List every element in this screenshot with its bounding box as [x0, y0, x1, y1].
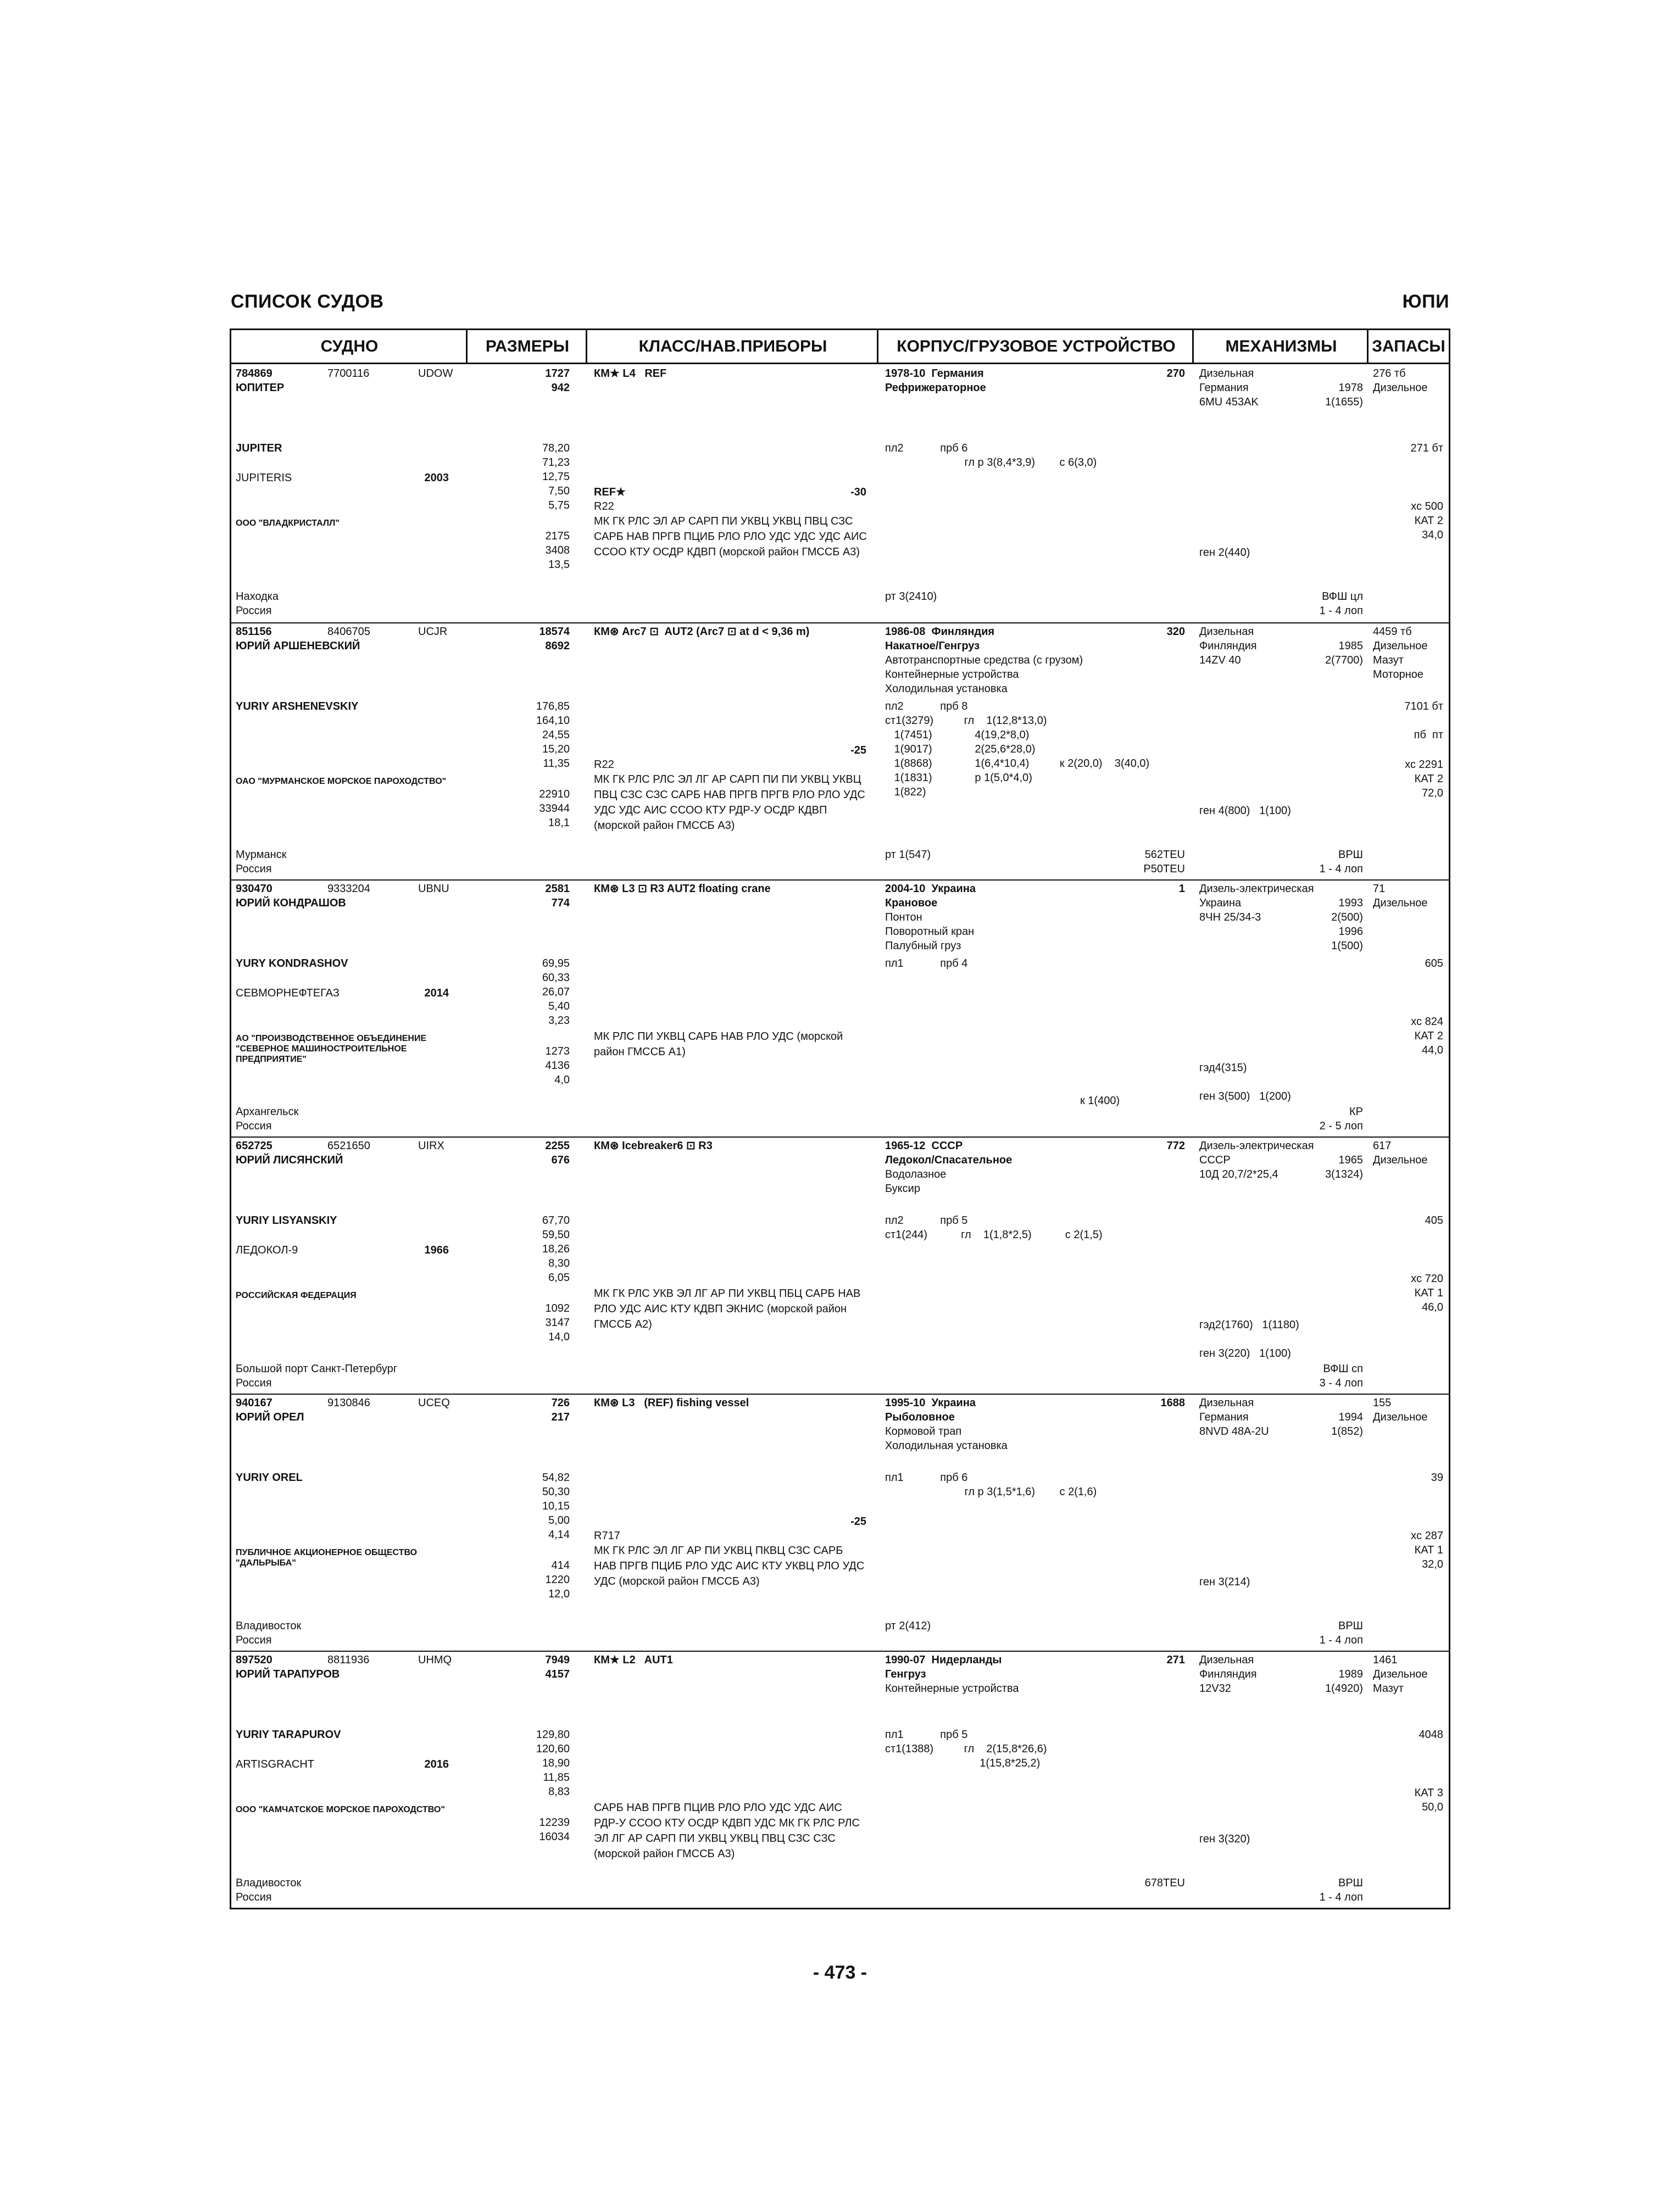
hull-cargo-pumps: рт 2(412) [885, 1620, 931, 1632]
hull-features: Понтон Поворотный кран Палубный груз [885, 911, 975, 952]
stores-other: хс 500 КАТ 2 34,0 [1411, 500, 1443, 541]
ship-name: ЮРИЙ ТАРАПУРОВ [236, 1668, 340, 1680]
col-header-ship: СУДНО [231, 330, 468, 364]
engine-country: Финляндия [1199, 640, 1257, 652]
ship-imo: 6521650 [327, 1140, 370, 1152]
stores-other: хс 2291 КАТ 2 72,0 [1405, 759, 1443, 799]
dims-deadweight: 414 1220 12,0 [545, 1559, 570, 1600]
dims-size: 176,85 164,10 24,55 15,20 11,35 [536, 700, 570, 770]
propeller-blades: 1 - 4 лоп [1319, 1891, 1363, 1903]
propeller-blades: 3 - 4 лоп [1319, 1377, 1363, 1389]
ship-reg-number: 784869 [236, 367, 272, 380]
dims-deadweight: 2175 3408 13,5 [545, 530, 570, 571]
stores-capacity: 7101 бт пб пт [1404, 700, 1443, 741]
class-notation: КМ★ L4 REF [594, 367, 667, 380]
engine-power: 2(7700) [1325, 654, 1363, 666]
dims-tonnage: 2581 774 [545, 883, 570, 909]
engine-model: 8NVD 48A-2U [1199, 1425, 1269, 1438]
nav-equipment: МК ГК РЛС РЛС ЭЛ ЛГ АР САРП ПИ ПИ УКВЦ УКВЦ ПВЦ СЗС СЗС САРБ НАВ ПРГВ ПРГВ РЛО РЛО УДС УДС УДС АИС ССОО КТУ РДР-У ОСДР КДВП (морской район ГМССБ А3) [594, 773, 865, 832]
dims-size: 129,80 120,60 18,90 11,85 8,83 [536, 1729, 570, 1798]
dims-size: 69,95 60,33 26,07 5,40 3,23 [542, 957, 570, 1027]
col-header-stores: ЗАПАСЫ [1369, 330, 1449, 364]
ship-record [231, 1137, 1449, 1394]
hull-cargo-gear: пл1 прб 4 [885, 957, 968, 970]
stores-fuel: 276 тб Дизельное [1373, 367, 1428, 394]
class-notation: КМ⊛ Arc7 ⊡ AUT2 (Arc7 ⊡ at d < 9,36 m) [594, 626, 810, 638]
ship-reg-number: 940167 [236, 1397, 272, 1409]
hull-cargo-gear: пл2 прб 5 ст1(244) гл 1(1,8*2,5) с 2(1,5) [885, 1215, 1103, 1241]
class-notation: КМ⊛ Icebreaker6 ⊡ R3 [594, 1140, 713, 1152]
ship-record [231, 879, 1449, 1137]
class-refrigerant: R22 [594, 500, 614, 512]
ship-reg-number: 851156 [236, 626, 272, 638]
engine-type: Дизельная [1199, 1397, 1254, 1409]
ship-imo: 9130846 [327, 1397, 370, 1409]
engine-model: 14ZV 40 [1199, 654, 1241, 666]
ship-port: Мурманск [236, 849, 287, 861]
hull-build: 1986-08 Финляндия [885, 626, 995, 638]
hull-build: 1990-07 Нидерланды [885, 1654, 1002, 1666]
ship-country: Россия [236, 1634, 272, 1646]
hull-number: 772 [1166, 1140, 1185, 1152]
ship-reg-number: 930470 [236, 883, 272, 895]
engine-country: Финляндия [1199, 1668, 1257, 1680]
ship-country: Россия [236, 1377, 272, 1389]
engine-generators: ген 2(440) [1199, 547, 1250, 559]
dims-deadweight: 22910 33944 18,1 [539, 788, 570, 829]
dims-size: 67,70 59,50 18,26 8,30 6,05 [542, 1215, 570, 1284]
class-notation: КМ★ L2 AUT1 [594, 1654, 673, 1666]
propeller-type: КР [1349, 1106, 1363, 1118]
engine-year: 1965 [1338, 1154, 1363, 1166]
ships-table [230, 328, 1450, 1909]
engine-country: Германия [1199, 1411, 1249, 1423]
ship-owner: ООО "ВЛАДКРИСТАЛЛ" [236, 519, 340, 528]
class-ref: REF★ [594, 486, 626, 498]
hull-type: Накатное/Генгруз [885, 640, 980, 652]
ship-latin-name: YURIY OREL [236, 1472, 303, 1484]
dims-tonnage: 726 217 [551, 1397, 570, 1423]
engine-generators: гэд2(1760) 1(1180) ген 3(220) 1(100) [1199, 1319, 1299, 1360]
ship-country: Россия [236, 605, 272, 617]
hull-features: Автотранспортные средства (с грузом) Контейнерные устройства Холодильная установка [885, 654, 1083, 695]
stores-capacity: 405 [1425, 1215, 1443, 1227]
hull-number: 270 [1166, 367, 1185, 380]
class-notation: КМ⊛ L3 (REF) fishing vessel [594, 1397, 749, 1409]
ship-country: Россия [236, 863, 272, 875]
col-header-class: КЛАСС/НАВ.ПРИБОРЫ [587, 330, 878, 364]
ship-owner: ОАО "МУРМАНСКОЕ МОРСКОЕ ПАРОХОДСТВО" [236, 777, 447, 786]
ship-callsign: UIRX [418, 1140, 444, 1152]
engine-model: 10Д 20,7/2*25,4 [1199, 1168, 1278, 1180]
ship-former-name: ARTISGRACHT [236, 1758, 314, 1770]
ship-latin-name: YURIY LISYANSKIY [236, 1215, 337, 1227]
ship-former-year: 2014 [424, 987, 449, 999]
ship-former-name: JUPITERIS [236, 472, 292, 484]
engine-type: Дизель-электрическая [1199, 883, 1314, 895]
class-temp: -25 [850, 744, 866, 756]
engine-year: 1978 [1338, 382, 1363, 394]
engine-power: 3(1324) [1325, 1168, 1363, 1180]
ship-name: ЮРИЙ КОНДРАШОВ [236, 897, 346, 909]
hull-build: 2004-10 Украина [885, 883, 976, 895]
hull-build: 1995-10 Украина [885, 1397, 976, 1409]
engine-country: Германия [1199, 382, 1249, 394]
hull-features: Контейнерные устройства [885, 1683, 1019, 1695]
ship-former-name: СЕВМОРНЕФТЕГАЗ [236, 987, 340, 999]
engine-year: 1994 [1338, 1411, 1363, 1423]
ship-name: ЮПИТЕР [236, 382, 285, 394]
stores-fuel: 155 Дизельное [1373, 1397, 1428, 1423]
ship-owner: ООО "КАМЧАТСКОЕ МОРСКОЕ ПАРОХОДСТВО" [236, 1805, 445, 1814]
col-header-engines: МЕХАНИЗМЫ [1194, 330, 1369, 364]
col-header-dimensions: РАЗМЕРЫ [468, 330, 587, 364]
ship-port: Архангельск [236, 1106, 299, 1118]
page-number: - 473 - [813, 1962, 867, 1983]
engine-year: 1989 [1338, 1668, 1363, 1680]
ship-callsign: UBNU [418, 883, 449, 895]
engine-generators: ген 3(214) [1199, 1576, 1250, 1588]
ship-callsign: UHMQ [418, 1654, 452, 1666]
stores-other: хс 720 КАТ 1 46,0 [1411, 1273, 1443, 1313]
ship-port: Владивосток [236, 1620, 302, 1632]
nav-equipment: МК ГК РЛС УКВ ЭЛ ЛГ АР ПИ УКВЦ ПБЦ САРБ НАВ РЛО УДС АИС КТУ КДВП ЭКНИС (морской район ГМССБ А2) [594, 1288, 861, 1330]
ship-latin-name: YURIY ARSHENEVSKIY [236, 700, 359, 712]
dims-tonnage: 2255 676 [545, 1140, 570, 1166]
ship-port: Большой порт Санкт-Петербург [236, 1363, 398, 1375]
ship-former-name: ЛЕДОКОЛ-9 [236, 1244, 298, 1256]
dims-tonnage: 1727 942 [545, 367, 570, 394]
propeller-type: ВФШ цл [1322, 591, 1363, 603]
hull-teu: 678TEU [1144, 1877, 1185, 1889]
hull-cargo-gear: пл1 прб 5 ст1(1388) гл 2(15,8*26,6) 1(15,8*25,2) [885, 1729, 1047, 1769]
hull-build: 1965-12 СССР [885, 1140, 963, 1152]
engine-power: 1(1655) [1325, 396, 1363, 408]
dims-deadweight: 12239 16034 [539, 1817, 570, 1843]
ship-imo: 7700116 [327, 367, 370, 380]
engine-power: 2(500) 1996 1(500) [1331, 911, 1363, 952]
propeller-blades: 2 - 5 лоп [1319, 1120, 1363, 1132]
nav-equipment: МК РЛС ПИ УКВЦ САРБ НАВ РЛО УДС (морской район ГМССБ А1) [594, 1030, 843, 1058]
engine-type: Дизельная [1199, 626, 1254, 638]
hull-number: 320 [1166, 626, 1185, 638]
propeller-blades: 1 - 4 лоп [1319, 605, 1363, 617]
hull-number: 1688 [1160, 1397, 1185, 1409]
engine-model: 8ЧН 25/34-3 [1199, 911, 1261, 923]
ship-owner: ПУБЛИЧНОЕ АКЦИОНЕРНОЕ ОБЩЕСТВО "ДАЛЬРЫБА" [236, 1548, 418, 1568]
ship-imo: 8811936 [327, 1654, 370, 1666]
dims-tonnage: 18574 8692 [539, 626, 570, 652]
propeller-type: ВРШ [1338, 1620, 1363, 1632]
hull-cargo-gear: пл2 прб 6 гл р 3(8,4*3,9) с 6(3,0) [885, 442, 1097, 469]
hull-extra: к 1(400) [1080, 1095, 1120, 1107]
class-refrigerant: R717 [594, 1530, 620, 1542]
ship-imo: 9333204 [327, 883, 370, 895]
ship-latin-name: YURIY TARAPUROV [236, 1729, 341, 1741]
propeller-blades: 1 - 4 лоп [1319, 863, 1363, 875]
hull-features: Кормовой трап Холодильная установка [885, 1425, 1008, 1452]
engine-country: СССР [1199, 1154, 1231, 1166]
dims-size: 54,82 50,30 10,15 5,00 4,14 [542, 1472, 570, 1541]
dims-size: 78,20 71,23 12,75 7,50 5,75 [542, 442, 570, 511]
ship-latin-name: YURY KONDRASHOV [236, 957, 348, 970]
propeller-type: ВФШ сп [1323, 1363, 1363, 1375]
ship-former-year: 2016 [424, 1758, 449, 1770]
ship-port: Находка [236, 591, 279, 603]
engine-model: 6MU 453AK [1199, 396, 1259, 408]
propeller-type: ВРШ [1338, 849, 1363, 861]
stores-other: хс 824 КАТ 2 44,0 [1411, 1016, 1443, 1056]
hull-type: Рыболовное [885, 1411, 955, 1423]
engine-generators: гэд4(315) ген 3(500) 1(200) [1199, 1062, 1291, 1102]
hull-cargo-pumps: рт 1(547) [885, 849, 931, 861]
stores-capacity: 271 бт [1410, 442, 1443, 454]
ship-former-year: 2003 [424, 472, 449, 484]
stores-other: КАТ 3 50,0 [1414, 1787, 1443, 1813]
stores-fuel: 4459 тб Дизельное Мазут Моторное [1373, 626, 1428, 681]
stores-fuel: 1461 Дизельное Мазут [1373, 1654, 1428, 1695]
ship-record [231, 1394, 1449, 1651]
class-temp: -25 [850, 1516, 866, 1528]
ship-latin-name: JUPITER [236, 442, 282, 454]
ship-reg-number: 652725 [236, 1140, 272, 1152]
list-title: СПИСОК СУДОВ [231, 291, 384, 312]
class-refrigerant: R22 [594, 759, 614, 771]
hull-build: 1978-10 Германия [885, 367, 984, 380]
propeller-blades: 1 - 4 лоп [1319, 1634, 1363, 1646]
propeller-type: ВРШ [1338, 1877, 1363, 1889]
ship-name: ЮРИЙ АРШЕНЕВСКИЙ [236, 640, 360, 652]
ship-callsign: UDOW [418, 367, 453, 380]
stores-fuel: 617 Дизельное [1373, 1140, 1428, 1166]
ship-owner: РОССИЙСКАЯ ФЕДЕРАЦИЯ [236, 1291, 357, 1300]
hull-cargo-pumps: рт 3(2410) [885, 591, 937, 603]
col-header-hull: КОРПУС/ГРУЗОВОЕ УСТРОЙСТВО [878, 330, 1194, 364]
stores-other: хс 287 КАТ 1 32,0 [1411, 1530, 1443, 1570]
nav-equipment: САРБ НАВ ПРГВ ПЦИВ РЛО РЛО УДС УДС АИС РДР-У ССОО КТУ ОСДР КДВП УДС МК ГК РЛС РЛС ЭЛ ЛГ АР САРП ПИ УКВЦ УКВЦ ПВЦ СЗС СЗС (морской район ГМССБ А3) [594, 1802, 860, 1860]
engine-type: Дизель-электрическая [1199, 1140, 1314, 1152]
hull-teu: 562TEU P50TEU [1143, 849, 1185, 875]
nav-equipment: МК ГК РЛС ЭЛ ЛГ АР ПИ УКВЦ ПКВЦ СЗС САРБ НАВ ПРГВ ПЦИБ РЛО УДС АИС КТУ УКВЦ РЛО УДС УДС (морской район ГМССБ А3) [594, 1545, 865, 1587]
ship-name: ЮРИЙ ОРЕЛ [236, 1411, 304, 1423]
engine-model: 12V32 [1199, 1683, 1231, 1695]
engine-generators: ген 4(800) 1(100) [1199, 805, 1291, 817]
ship-port: Владивосток [236, 1877, 302, 1889]
engine-type: Дизельная [1199, 1654, 1254, 1666]
ship-record [231, 1651, 1449, 1908]
nav-equipment: МК ГК РЛС ЭЛ АР САРП ПИ УКВЦ УКВЦ ПВЦ СЗС САРБ НАВ ПРГВ ПЦИБ РЛО РЛО УДС УДС УДС АИС ССОО КТУ ОСДР КДВП (морской район ГМССБ А3) [594, 515, 867, 558]
hull-cargo-gear: пл1 прб 6 гл р 3(1,5*1,6) с 2(1,6) [885, 1472, 1097, 1498]
stores-fuel: 71 Дизельное [1373, 883, 1428, 909]
hull-type: Крановое [885, 897, 938, 909]
ship-owner: АО "ПРОИЗВОДСТВЕННОЕ ОБЪЕДИНЕНИЕ "СЕВЕРНОЕ МАШИНОСТРОИТЕЛЬНОЕ ПРЕДПРИЯТИЕ" [236, 1034, 427, 1064]
ship-reg-number: 897520 [236, 1654, 272, 1666]
hull-type: Ледокол/Спасательное [885, 1154, 1013, 1166]
section-code: ЮПИ [1402, 291, 1449, 312]
dims-deadweight: 1273 4136 4,0 [545, 1045, 570, 1086]
class-notation: КМ⊛ L3 ⊡ R3 AUT2 floating crane [594, 883, 771, 895]
engine-country: Украина [1199, 897, 1242, 909]
class-temp: -30 [850, 486, 866, 498]
engine-power: 1(4920) [1325, 1683, 1363, 1695]
engine-power: 1(852) [1331, 1425, 1363, 1438]
engine-year: 1993 [1338, 897, 1363, 909]
stores-capacity: 39 [1431, 1472, 1443, 1484]
engine-generators: ген 3(320) [1199, 1833, 1250, 1845]
ship-country: Россия [236, 1891, 272, 1903]
dims-deadweight: 1092 3147 14,0 [545, 1302, 570, 1343]
ship-callsign: UCJR [418, 626, 448, 638]
hull-cargo-gear: пл2 прб 8 ст1(3279) гл 1(12,8*13,0) 1(7451) 4(19,2*8,0) 1(9017) 2(25,6*28,0) 1(8868) 1(6,4*10,4) к 2(20,0) 3(40,0) 1(1831) р 1(5,0*4,0) 1(822) [885, 700, 1150, 798]
hull-number: 271 [1166, 1654, 1185, 1666]
hull-type: Рефрижераторное [885, 382, 986, 394]
stores-capacity: 605 [1425, 957, 1443, 970]
ship-country: Россия [236, 1120, 272, 1132]
stores-capacity: 4048 [1418, 1729, 1443, 1741]
ship-former-year: 1966 [424, 1244, 449, 1256]
dims-tonnage: 7949 4157 [545, 1654, 570, 1680]
ship-callsign: UCEQ [418, 1397, 450, 1409]
engine-type: Дизельная [1199, 367, 1254, 380]
ship-record [231, 364, 1449, 621]
hull-type: Генгруз [885, 1668, 926, 1680]
ship-name: ЮРИЙ ЛИСЯНСКИЙ [236, 1154, 343, 1166]
hull-features: Водолазное Буксир [885, 1168, 947, 1195]
ship-imo: 8406705 [327, 626, 370, 638]
engine-year: 1985 [1338, 640, 1363, 652]
hull-number: 1 [1178, 883, 1185, 895]
ship-record [231, 622, 1449, 879]
